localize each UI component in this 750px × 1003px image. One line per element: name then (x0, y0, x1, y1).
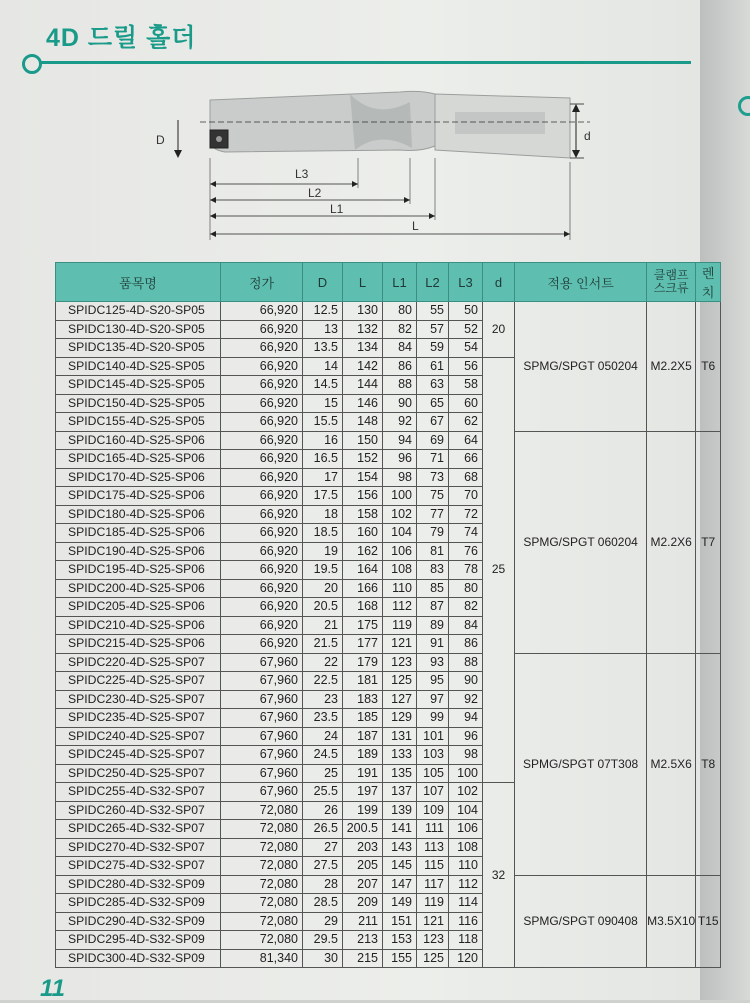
value-cell: 112 (383, 598, 417, 617)
value-cell: 19 (303, 542, 343, 561)
product-name-cell: SPIDC210-4D-S25-SP06 (56, 616, 221, 635)
product-name-cell: SPIDC265-4D-S32-SP07 (56, 820, 221, 839)
value-cell: 78 (449, 561, 483, 580)
label-L3: L3 (295, 167, 309, 181)
value-cell: 139 (383, 801, 417, 820)
product-name-cell: SPIDC170-4D-S25-SP06 (56, 468, 221, 487)
wrench-cell: T15 (696, 875, 721, 968)
value-cell: 64 (449, 431, 483, 450)
header-clamp-screw: 클램프 스크류 (647, 263, 696, 302)
value-cell: 84 (383, 339, 417, 358)
value-cell: 22 (303, 653, 343, 672)
value-cell: 147 (383, 875, 417, 894)
value-cell: 73 (417, 468, 449, 487)
value-cell: 215 (343, 949, 383, 968)
product-name-cell: SPIDC300-4D-S32-SP09 (56, 949, 221, 968)
value-cell: 133 (383, 746, 417, 765)
label-d: d (584, 129, 591, 143)
value-cell: 131 (383, 727, 417, 746)
value-cell: 93 (417, 653, 449, 672)
value-cell: 13.5 (303, 339, 343, 358)
label-L: L (412, 219, 419, 233)
product-name-cell: SPIDC135-4D-S20-SP05 (56, 339, 221, 358)
value-cell: 181 (343, 672, 383, 691)
value-cell: 77 (417, 505, 449, 524)
value-cell: 15 (303, 394, 343, 413)
value-cell: 16.5 (303, 450, 343, 469)
value-cell: 19.5 (303, 561, 343, 580)
value-cell: 27 (303, 838, 343, 857)
product-name-cell: SPIDC155-4D-S25-SP05 (56, 413, 221, 432)
value-cell: 86 (383, 357, 417, 376)
product-name-cell: SPIDC215-4D-S25-SP06 (56, 635, 221, 654)
value-cell: 28 (303, 875, 343, 894)
value-cell: 50 (449, 302, 483, 321)
value-cell: 23 (303, 690, 343, 709)
value-cell: 104 (383, 524, 417, 543)
value-cell: 187 (343, 727, 383, 746)
value-cell: 66,920 (221, 413, 303, 432)
value-cell: 108 (449, 838, 483, 857)
value-cell: 61 (417, 357, 449, 376)
value-cell: 148 (343, 413, 383, 432)
value-cell: 119 (383, 616, 417, 635)
value-cell: 72,080 (221, 838, 303, 857)
value-cell: 116 (449, 912, 483, 931)
value-cell: 85 (417, 579, 449, 598)
product-name-cell: SPIDC280-4D-S32-SP09 (56, 875, 221, 894)
value-cell: 18.5 (303, 524, 343, 543)
value-cell: 82 (383, 320, 417, 339)
value-cell: 154 (343, 468, 383, 487)
value-cell: 66,920 (221, 320, 303, 339)
value-cell: 66,920 (221, 487, 303, 506)
product-name-cell: SPIDC250-4D-S25-SP07 (56, 764, 221, 783)
value-cell: 63 (417, 376, 449, 395)
value-cell: 108 (383, 561, 417, 580)
product-name-cell: SPIDC295-4D-S32-SP09 (56, 931, 221, 950)
value-cell: 24.5 (303, 746, 343, 765)
value-cell: 168 (343, 598, 383, 617)
label-L2: L2 (308, 186, 322, 200)
value-cell: 106 (449, 820, 483, 839)
value-cell: 142 (343, 357, 383, 376)
value-cell: 28.5 (303, 894, 343, 913)
product-name-cell: SPIDC235-4D-S25-SP07 (56, 709, 221, 728)
value-cell: 72,080 (221, 894, 303, 913)
value-cell: 66,920 (221, 450, 303, 469)
label-L1: L1 (330, 202, 344, 216)
value-cell: 175 (343, 616, 383, 635)
drill-holder-spec-table (55, 262, 721, 968)
table-row (56, 302, 721, 321)
value-cell: 143 (383, 838, 417, 857)
value-cell: 90 (383, 394, 417, 413)
value-cell: 112 (449, 875, 483, 894)
value-cell: 88 (449, 653, 483, 672)
value-cell: 72,080 (221, 912, 303, 931)
value-cell: 66 (449, 450, 483, 469)
value-cell: 26 (303, 801, 343, 820)
product-name-cell: SPIDC220-4D-S25-SP07 (56, 653, 221, 672)
value-cell: 12.5 (303, 302, 343, 321)
value-cell: 72,080 (221, 801, 303, 820)
value-cell: 94 (383, 431, 417, 450)
product-name-cell: SPIDC260-4D-S32-SP07 (56, 801, 221, 820)
header-d: d (483, 263, 515, 302)
value-cell: 68 (449, 468, 483, 487)
shank-d-cell: 20 (483, 302, 515, 358)
value-cell: 183 (343, 690, 383, 709)
value-cell: 160 (343, 524, 383, 543)
value-cell: 67,960 (221, 672, 303, 691)
value-cell: 120 (449, 949, 483, 968)
value-cell: 74 (449, 524, 483, 543)
clamp-screw-cell: M2.2X6 (647, 431, 696, 653)
insert-cell: SPMG/SPGT 050204 (515, 302, 647, 432)
value-cell: 110 (449, 857, 483, 876)
value-cell: 211 (343, 912, 383, 931)
value-cell: 66,920 (221, 561, 303, 580)
value-cell: 96 (449, 727, 483, 746)
value-cell: 123 (383, 653, 417, 672)
product-name-cell: SPIDC130-4D-S20-SP05 (56, 320, 221, 339)
value-cell: 66,920 (221, 302, 303, 321)
value-cell: 75 (417, 487, 449, 506)
value-cell: 65 (417, 394, 449, 413)
wrench-cell: T8 (696, 653, 721, 875)
value-cell: 105 (417, 764, 449, 783)
value-cell: 60 (449, 394, 483, 413)
value-cell: 88 (383, 376, 417, 395)
value-cell: 70 (449, 487, 483, 506)
value-cell: 76 (449, 542, 483, 561)
value-cell: 67,960 (221, 764, 303, 783)
value-cell: 17.5 (303, 487, 343, 506)
value-cell: 197 (343, 783, 383, 802)
label-D: D (156, 133, 165, 147)
value-cell: 135 (383, 764, 417, 783)
value-cell: 80 (449, 579, 483, 598)
value-cell: 92 (383, 413, 417, 432)
value-cell: 102 (383, 505, 417, 524)
product-name-cell: SPIDC140-4D-S25-SP05 (56, 357, 221, 376)
header-wrench: 렌치 (696, 263, 721, 302)
value-cell: 67,960 (221, 783, 303, 802)
value-cell: 66,920 (221, 505, 303, 524)
value-cell: 25 (303, 764, 343, 783)
value-cell: 17 (303, 468, 343, 487)
value-cell: 29.5 (303, 931, 343, 950)
header-insert: 적용 인서트 (515, 263, 647, 302)
value-cell: 121 (383, 635, 417, 654)
value-cell: 86 (449, 635, 483, 654)
value-cell: 118 (449, 931, 483, 950)
value-cell: 200.5 (343, 820, 383, 839)
header-product-name: 품목명 (56, 263, 221, 302)
value-cell: 20.5 (303, 598, 343, 617)
header-L2: L2 (417, 263, 449, 302)
value-cell: 52 (449, 320, 483, 339)
value-cell: 119 (417, 894, 449, 913)
title-circle-ornament (22, 54, 42, 74)
value-cell: 203 (343, 838, 383, 857)
product-name-cell: SPIDC240-4D-S25-SP07 (56, 727, 221, 746)
value-cell: 94 (449, 709, 483, 728)
insert-cell: SPMG/SPGT 090408 (515, 875, 647, 968)
value-cell: 66,920 (221, 357, 303, 376)
value-cell: 179 (343, 653, 383, 672)
value-cell: 104 (449, 801, 483, 820)
value-cell: 98 (383, 468, 417, 487)
value-cell: 111 (417, 820, 449, 839)
value-cell: 115 (417, 857, 449, 876)
value-cell: 66,920 (221, 598, 303, 617)
title-underline (41, 61, 691, 64)
value-cell: 20 (303, 579, 343, 598)
value-cell: 130 (343, 302, 383, 321)
insert-cell: SPMG/SPGT 07T308 (515, 653, 647, 875)
product-name-cell: SPIDC290-4D-S32-SP09 (56, 912, 221, 931)
value-cell: 185 (343, 709, 383, 728)
value-cell: 89 (417, 616, 449, 635)
table-header-row (56, 263, 721, 302)
value-cell: 66,920 (221, 524, 303, 543)
value-cell: 56 (449, 357, 483, 376)
value-cell: 66,920 (221, 468, 303, 487)
clamp-screw-cell: M3.5X10 (647, 875, 696, 968)
value-cell: 72,080 (221, 820, 303, 839)
value-cell: 102 (449, 783, 483, 802)
header-D: D (303, 263, 343, 302)
value-cell: 72,080 (221, 931, 303, 950)
value-cell: 67,960 (221, 690, 303, 709)
value-cell: 91 (417, 635, 449, 654)
page-title: 4D 드릴 홀더 (46, 24, 197, 52)
value-cell: 66,920 (221, 339, 303, 358)
value-cell: 156 (343, 487, 383, 506)
product-name-cell: SPIDC180-4D-S25-SP06 (56, 505, 221, 524)
value-cell: 158 (343, 505, 383, 524)
value-cell: 110 (383, 579, 417, 598)
product-name-cell: SPIDC145-4D-S25-SP05 (56, 376, 221, 395)
page-number: 11 (40, 975, 65, 1002)
value-cell: 134 (343, 339, 383, 358)
value-cell: 24 (303, 727, 343, 746)
product-name-cell: SPIDC190-4D-S25-SP06 (56, 542, 221, 561)
product-name-cell: SPIDC230-4D-S25-SP07 (56, 690, 221, 709)
value-cell: 15.5 (303, 413, 343, 432)
value-cell: 69 (417, 431, 449, 450)
clamp-screw-cell: M2.2X5 (647, 302, 696, 432)
value-cell: 67 (417, 413, 449, 432)
value-cell: 66,920 (221, 542, 303, 561)
value-cell: 67,960 (221, 727, 303, 746)
value-cell: 67,960 (221, 653, 303, 672)
product-name-cell: SPIDC200-4D-S25-SP06 (56, 579, 221, 598)
product-name-cell: SPIDC270-4D-S32-SP07 (56, 838, 221, 857)
product-name-cell: SPIDC125-4D-S20-SP05 (56, 302, 221, 321)
value-cell: 164 (343, 561, 383, 580)
value-cell: 189 (343, 746, 383, 765)
value-cell: 109 (417, 801, 449, 820)
value-cell: 87 (417, 598, 449, 617)
product-name-cell: SPIDC175-4D-S25-SP06 (56, 487, 221, 506)
value-cell: 125 (417, 949, 449, 968)
value-cell: 132 (343, 320, 383, 339)
value-cell: 205 (343, 857, 383, 876)
value-cell: 22.5 (303, 672, 343, 691)
value-cell: 137 (383, 783, 417, 802)
value-cell: 98 (449, 746, 483, 765)
wrench-cell: T7 (696, 431, 721, 653)
value-cell: 121 (417, 912, 449, 931)
value-cell: 96 (383, 450, 417, 469)
value-cell: 123 (417, 931, 449, 950)
value-cell: 213 (343, 931, 383, 950)
product-name-cell: SPIDC150-4D-S25-SP05 (56, 394, 221, 413)
wrench-cell: T6 (696, 302, 721, 432)
value-cell: 149 (383, 894, 417, 913)
value-cell: 16 (303, 431, 343, 450)
product-name-cell: SPIDC205-4D-S25-SP06 (56, 598, 221, 617)
value-cell: 83 (417, 561, 449, 580)
value-cell: 67,960 (221, 709, 303, 728)
value-cell: 113 (417, 838, 449, 857)
value-cell: 71 (417, 450, 449, 469)
table-row (56, 875, 721, 894)
value-cell: 25.5 (303, 783, 343, 802)
value-cell: 13 (303, 320, 343, 339)
header-L: L (343, 263, 383, 302)
value-cell: 30 (303, 949, 343, 968)
value-cell: 92 (449, 690, 483, 709)
product-name-cell: SPIDC255-4D-S32-SP07 (56, 783, 221, 802)
value-cell: 58 (449, 376, 483, 395)
value-cell: 155 (383, 949, 417, 968)
value-cell: 145 (383, 857, 417, 876)
value-cell: 209 (343, 894, 383, 913)
product-name-cell: SPIDC195-4D-S25-SP06 (56, 561, 221, 580)
value-cell: 72 (449, 505, 483, 524)
drill-holder-diagram (150, 80, 610, 250)
value-cell: 21 (303, 616, 343, 635)
value-cell: 125 (383, 672, 417, 691)
value-cell: 199 (343, 801, 383, 820)
value-cell: 66,920 (221, 394, 303, 413)
value-cell: 23.5 (303, 709, 343, 728)
value-cell: 82 (449, 598, 483, 617)
value-cell: 103 (417, 746, 449, 765)
value-cell: 129 (383, 709, 417, 728)
value-cell: 66,920 (221, 376, 303, 395)
value-cell: 66,920 (221, 635, 303, 654)
value-cell: 18 (303, 505, 343, 524)
value-cell: 152 (343, 450, 383, 469)
value-cell: 66,920 (221, 431, 303, 450)
shank-d-cell: 25 (483, 357, 515, 783)
value-cell: 62 (449, 413, 483, 432)
value-cell: 95 (417, 672, 449, 691)
value-cell: 59 (417, 339, 449, 358)
value-cell: 97 (417, 690, 449, 709)
value-cell: 55 (417, 302, 449, 321)
product-name-cell: SPIDC165-4D-S25-SP06 (56, 450, 221, 469)
value-cell: 114 (449, 894, 483, 913)
value-cell: 151 (383, 912, 417, 931)
value-cell: 29 (303, 912, 343, 931)
value-cell: 127 (383, 690, 417, 709)
value-cell: 100 (383, 487, 417, 506)
value-cell: 153 (383, 931, 417, 950)
value-cell: 106 (383, 542, 417, 561)
table-row (56, 653, 721, 672)
value-cell: 101 (417, 727, 449, 746)
value-cell: 150 (343, 431, 383, 450)
value-cell: 72,080 (221, 857, 303, 876)
value-cell: 141 (383, 820, 417, 839)
value-cell: 207 (343, 875, 383, 894)
product-name-cell: SPIDC225-4D-S25-SP07 (56, 672, 221, 691)
value-cell: 14.5 (303, 376, 343, 395)
value-cell: 57 (417, 320, 449, 339)
header-price: 정가 (221, 263, 303, 302)
value-cell: 107 (417, 783, 449, 802)
product-name-cell: SPIDC160-4D-S25-SP06 (56, 431, 221, 450)
clamp-screw-cell: M2.5X6 (647, 653, 696, 875)
value-cell: 84 (449, 616, 483, 635)
value-cell: 99 (417, 709, 449, 728)
value-cell: 144 (343, 376, 383, 395)
value-cell: 100 (449, 764, 483, 783)
value-cell: 191 (343, 764, 383, 783)
value-cell: 14 (303, 357, 343, 376)
value-cell: 66,920 (221, 616, 303, 635)
value-cell: 117 (417, 875, 449, 894)
value-cell: 67,960 (221, 746, 303, 765)
header-L3: L3 (449, 263, 483, 302)
header-L1: L1 (383, 263, 417, 302)
product-name-cell: SPIDC245-4D-S25-SP07 (56, 746, 221, 765)
value-cell: 90 (449, 672, 483, 691)
product-name-cell: SPIDC185-4D-S25-SP06 (56, 524, 221, 543)
value-cell: 21.5 (303, 635, 343, 654)
value-cell: 166 (343, 579, 383, 598)
value-cell: 27.5 (303, 857, 343, 876)
table-row (56, 431, 721, 450)
value-cell: 81,340 (221, 949, 303, 968)
value-cell: 146 (343, 394, 383, 413)
value-cell: 80 (383, 302, 417, 321)
value-cell: 162 (343, 542, 383, 561)
value-cell: 79 (417, 524, 449, 543)
value-cell: 66,920 (221, 579, 303, 598)
value-cell: 177 (343, 635, 383, 654)
value-cell: 81 (417, 542, 449, 561)
product-name-cell: SPIDC275-4D-S32-SP07 (56, 857, 221, 876)
value-cell: 72,080 (221, 875, 303, 894)
shank-d-cell: 32 (483, 783, 515, 968)
value-cell: 26.5 (303, 820, 343, 839)
insert-cell: SPMG/SPGT 060204 (515, 431, 647, 653)
value-cell: 54 (449, 339, 483, 358)
product-name-cell: SPIDC285-4D-S32-SP09 (56, 894, 221, 913)
